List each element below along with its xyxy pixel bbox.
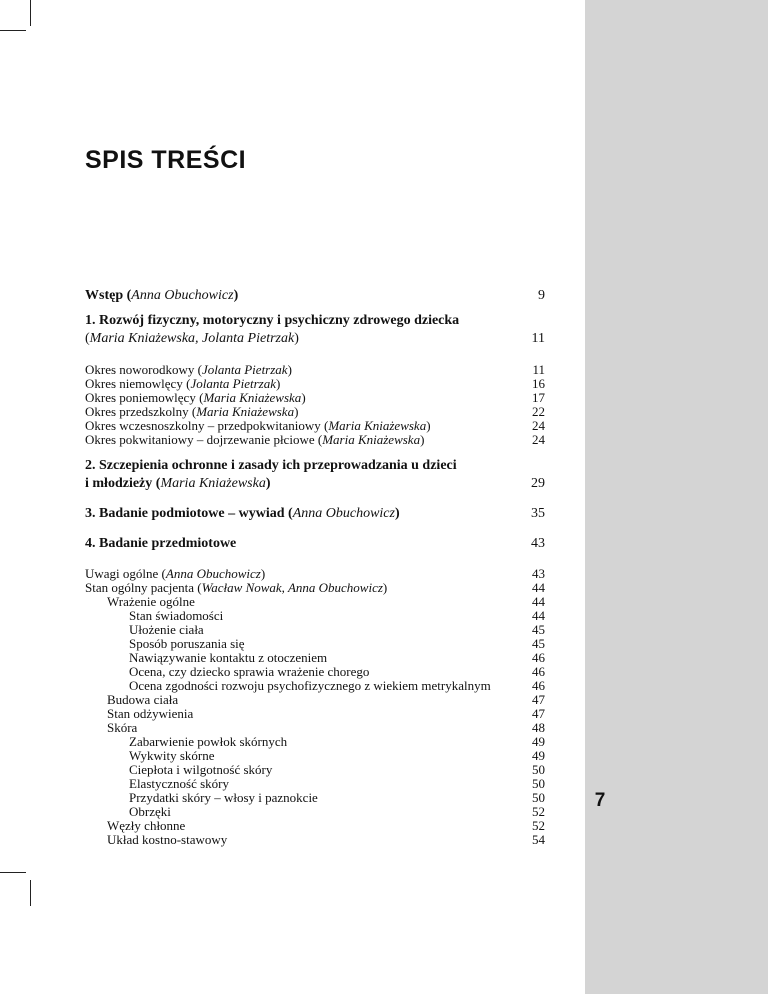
toc-entry[interactable]: Ocena zgodności rozwoju psychofizycznego z wiekiem metrykalnym 46 [129,678,545,693]
crop-mark [0,872,26,873]
toc-entry[interactable]: Uwagi ogólne (Anna Obuchowicz) 43 [85,566,545,581]
toc-entry[interactable]: Okres wczesnoszkolny – przedpokwitaniowy (Maria Kniażewska) 24 [85,418,545,433]
toc-entry[interactable]: Okres przedszkolny (Maria Kniażewska) 22 [85,404,545,419]
toc-entry-line: 2. Szczepienia ochronne i zasady ich przeprowadzania u dzieci [85,458,457,473]
toc-entry[interactable]: Ułożenie ciała 45 [129,622,545,637]
toc-entry[interactable]: i młodzieży (Maria Kniażewska) 29 [85,476,545,491]
toc-entry[interactable]: Stan odżywienia 47 [107,706,545,721]
toc-entry-line: 1. Rozwój fizyczny, motoryczny i psychiczny zdrowego dziecka [85,313,460,328]
toc-entry[interactable]: Zabarwienie powłok skórnych 49 [129,734,545,749]
toc-entry[interactable]: Budowa ciała 47 [107,692,545,707]
page-title: SPIS TREŚCI [85,146,247,174]
toc-entry[interactable]: Wstęp (Anna Obuchowicz) 9 [85,288,545,303]
page-number: 7 [594,790,606,811]
toc-entry[interactable]: Elastyczność skóry 50 [129,776,545,791]
toc-entry[interactable]: Stan świadomości 44 [129,608,545,623]
toc-entry[interactable]: Wykwity skórne 49 [129,748,545,763]
crop-mark [30,880,31,906]
toc-entry[interactable]: Wrażenie ogólne 44 [107,594,545,609]
toc-entry[interactable]: Nawiązywanie kontaktu z otoczeniem 46 [129,650,545,665]
toc-entry[interactable]: Stan ogólny pacjenta (Wacław Nowak, Anna Obuchowicz) 44 [85,580,545,595]
toc-entry[interactable]: 3. Badanie podmiotowe – wywiad (Anna Obuchowicz) 35 [85,506,545,521]
toc-entry[interactable]: Skóra 48 [107,720,545,735]
toc-entry[interactable]: Obrzęki 52 [129,804,545,819]
toc-entry[interactable]: Okres noworodkowy (Jolanta Pietrzak) 11 [85,362,545,377]
toc-entry[interactable]: Ciepłota i wilgotność skóry 50 [129,762,545,777]
crop-mark [0,30,26,31]
toc-entry[interactable]: Okres pokwitaniowy – dojrzewanie płciowe (Maria Kniażewska) 24 [85,432,545,447]
crop-mark [30,0,31,26]
toc-entry[interactable]: Ocena, czy dziecko sprawia wrażenie chorego 46 [129,664,545,679]
toc-entry[interactable]: Okres niemowlęcy (Jolanta Pietrzak) 16 [85,376,545,391]
page-sidebar [585,0,768,994]
toc-entry[interactable]: Węzły chłonne 52 [107,818,545,833]
toc-entry[interactable]: Sposób poruszania się 45 [129,636,545,651]
toc-entry[interactable]: (Maria Kniażewska, Jolanta Pietrzak) 11 [85,331,545,346]
toc-entry[interactable]: 4. Badanie przedmiotowe 43 [85,536,545,551]
toc-entry[interactable]: Okres poniemowlęcy (Maria Kniażewska) 17 [85,390,545,405]
toc-entry[interactable]: Układ kostno-stawowy 54 [107,832,545,847]
toc-entry[interactable]: Przydatki skóry – włosy i paznokcie 50 [129,790,545,805]
